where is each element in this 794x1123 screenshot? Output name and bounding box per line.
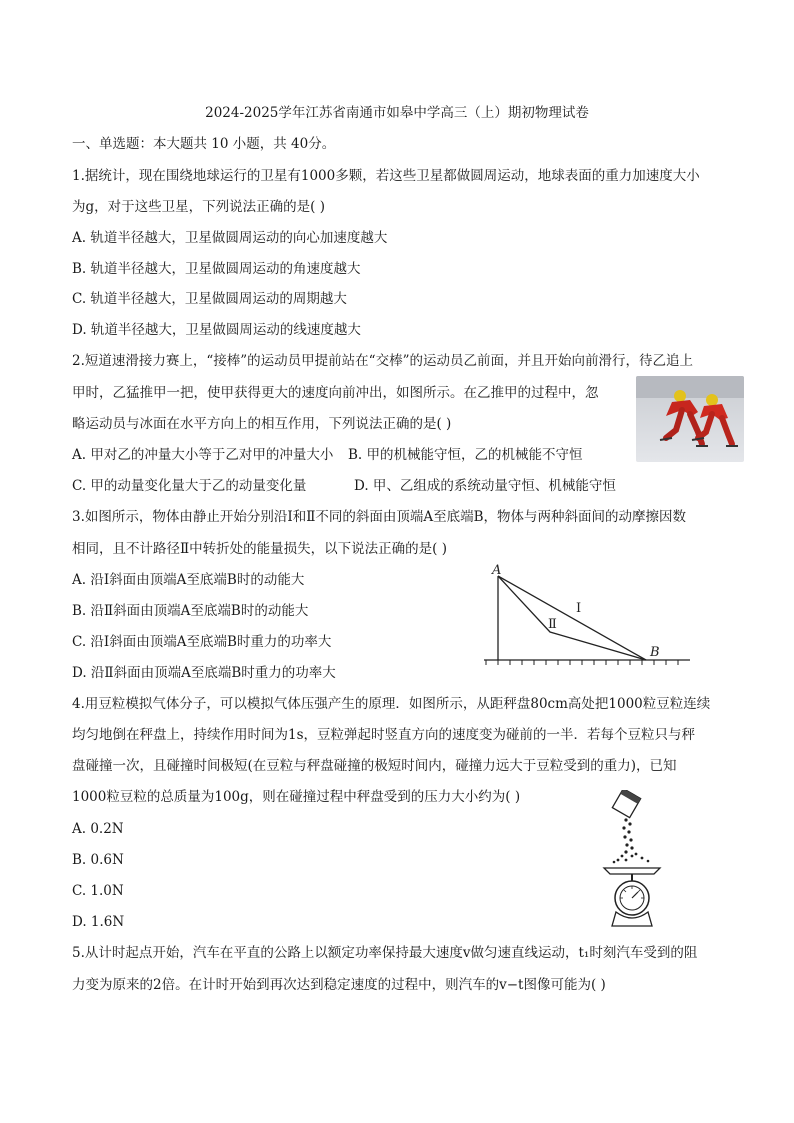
q3-stem-line1: 3.如图所示，物体由静止开始分别沿Ⅰ和Ⅱ不同的斜面由顶端A至底端B，物体与两种斜面间的动摩擦因数: [72, 509, 687, 525]
q4-stem-line3: 盘碰撞一次，且碰撞时间极短(在豆粒与秤盘碰撞的极短时间内，碰撞力远大于豆粒受到的重力)，已知: [72, 758, 677, 774]
q4-stem-line2: 均匀地倒在秤盘上，持续作用时间为1s，豆粒弹起时竖直方向的速度变为碰前的一半．若每个豆粒只与秤: [72, 727, 696, 743]
speed-skating-photo: [636, 376, 744, 462]
q5-stem-line2: 力变为原来的2倍。在计时开始到再次达到稳定速度的过程中，则汽车的v−t图像可能为( ): [72, 977, 606, 993]
q3-label-b: B: [650, 645, 660, 660]
q5-stem-line1: 5.从计时起点开始，汽车在平直的公路上以额定功率保持最大速度v做匀速直线运动，t₁时刻汽车受到的阻: [72, 945, 698, 961]
q1-option-d: D. 轨道半径越大，卫星做圆周运动的线速度越大: [72, 322, 361, 338]
q3-label-path-2: Ⅱ: [548, 617, 557, 632]
q2-stem-line2: 甲时，乙猛推甲一把，使甲获得更大的速度向前冲出，如图所示。在乙推甲的过程中，忽: [72, 385, 599, 401]
incline-diagram: [480, 558, 696, 670]
q3-option-d: D. 沿Ⅱ斜面由顶端A至底端B时重力的功率大: [72, 665, 336, 681]
q1-stem-line1: 1.据统计，现在围绕地球运行的卫星有1000多颗，若这些卫星都做圆周运动，地球表面的重力加速度大小: [72, 168, 700, 184]
q1-option-c: C. 轨道半径越大，卫星做圆周运动的周期越大: [72, 291, 347, 307]
section-heading: 一、单选题：本大题共 10 小题，共 40分。: [72, 136, 336, 152]
q2-stem-line3: 略运动员与冰面在水平方向上的相互作用，下列说法正确的是( ): [72, 416, 452, 432]
q3-stem-line2: 相同，且不计路径Ⅱ中转折处的能量损失，以下说法正确的是( ): [72, 541, 447, 557]
q2-option-c: C. 甲的动量变化量大于乙的动量变化量: [72, 478, 307, 494]
q4-option-c: C. 1.0N: [72, 883, 124, 899]
q4-option-d: D. 1.6N: [72, 914, 125, 930]
q1-option-b: B. 轨道半径越大，卫星做圆周运动的角速度越大: [72, 261, 361, 277]
q3-option-a: A. 沿Ⅰ斜面由顶端A至底端B时的动能大: [72, 572, 305, 588]
q2-option-b: B. 甲的机械能守恒，乙的机械能不守恒: [348, 447, 583, 463]
q2-option-d: D. 甲、乙组成的系统动量守恒、机械能守恒: [354, 478, 616, 494]
q1-option-a: A. 轨道半径越大，卫星做圆周运动的向心加速度越大: [72, 230, 388, 246]
q3-label-path-1: Ⅰ: [576, 601, 582, 616]
q4-stem-line1: 4.用豆粒模拟气体分子，可以模拟气体压强产生的原理．如图所示，从距秤盘80cm高处把1000粒豆粒连续: [72, 696, 711, 712]
q2-stem-line1: 2.短道速滑接力赛上，“接棒”的运动员甲提前站在“交棒”的运动员乙前面，并且开始向前滑行，待乙追上: [72, 353, 693, 369]
exam-title: 2024-2025学年江苏省南通市如皋中学高三（上）期初物理试卷: [205, 105, 589, 121]
q3-label-a: A: [492, 563, 502, 578]
q3-option-c: C. 沿Ⅰ斜面由顶端A至底端B时重力的功率大: [72, 634, 332, 650]
q4-option-b: B. 0.6N: [72, 852, 124, 868]
q4-stem-line4: 1000粒豆粒的总质量为100g，则在碰撞过程中秤盘受到的压力大小约为( ): [72, 789, 521, 805]
bean-scale-figure: [596, 790, 676, 932]
q2-option-a: A. 甲对乙的冲量大小等于乙对甲的冲量大小: [72, 447, 334, 463]
q4-option-a: A. 0.2N: [72, 821, 124, 837]
q1-stem-line2: 为g，对于这些卫星，下列说法正确的是( ): [72, 199, 325, 215]
q3-option-b: B. 沿Ⅱ斜面由顶端A至底端B时的动能大: [72, 603, 309, 619]
